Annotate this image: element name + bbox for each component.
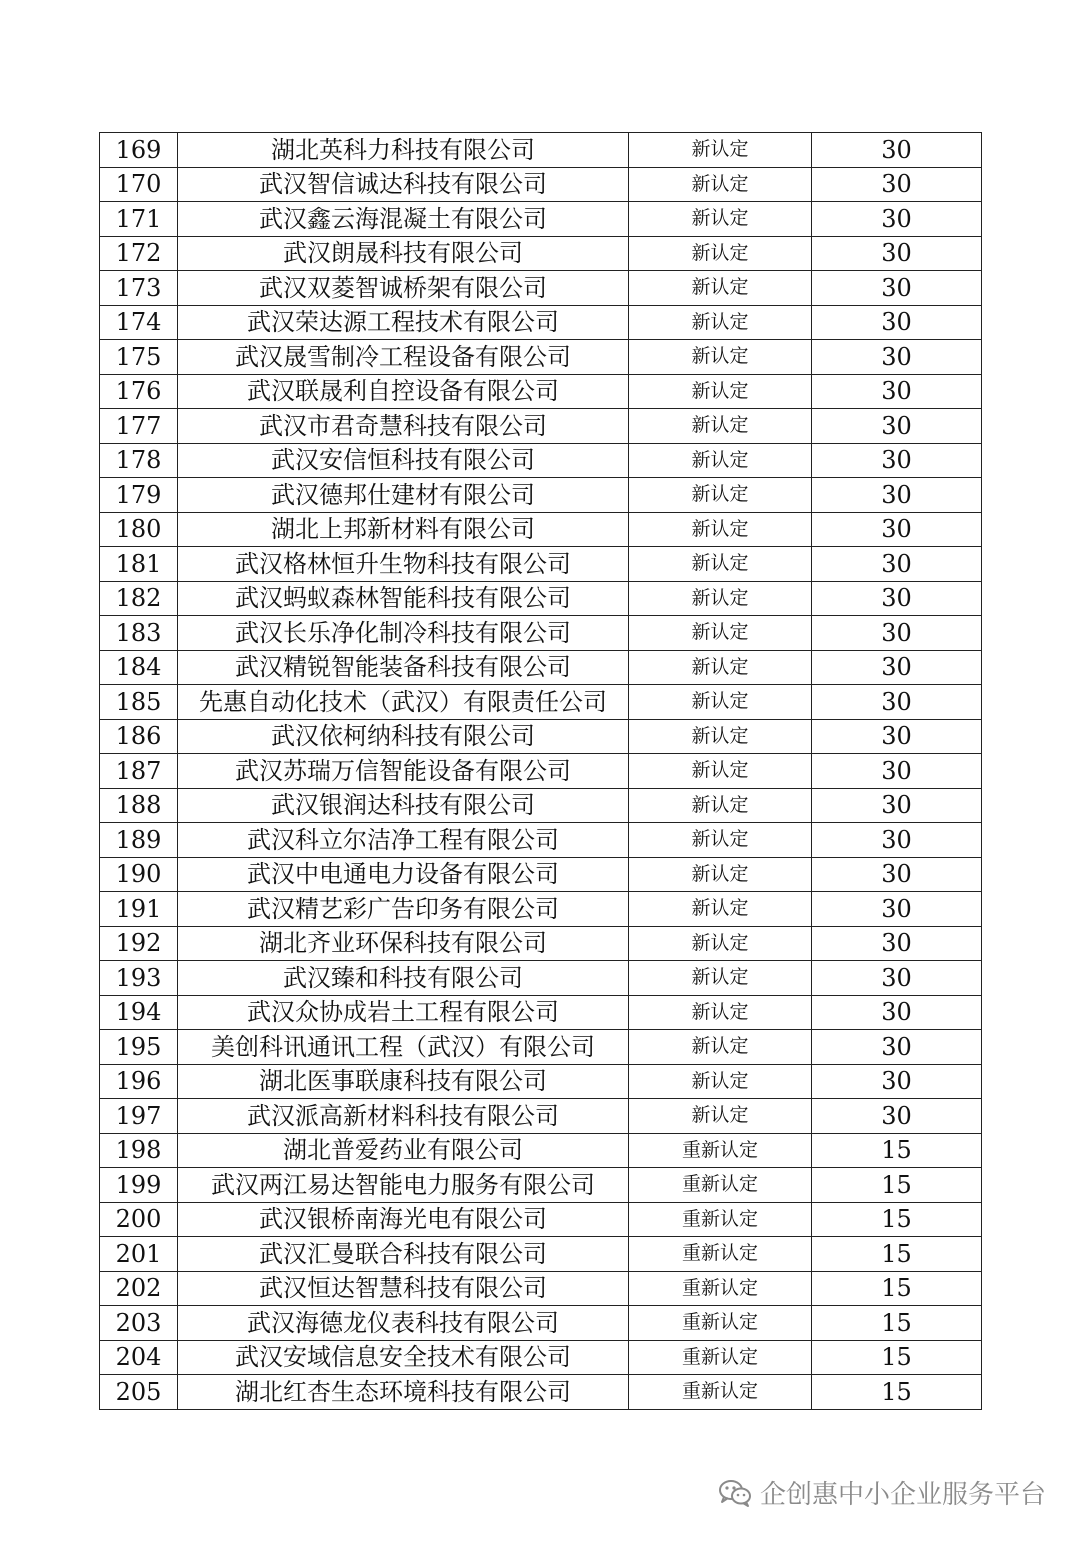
table-row bbox=[100, 443, 982, 478]
table-row bbox=[100, 961, 982, 996]
company-name: 武汉德邦仕建材有限公司 bbox=[178, 478, 629, 513]
row-number: 203 bbox=[100, 1306, 178, 1341]
company-name: 武汉精锐智能装备科技有限公司 bbox=[178, 650, 629, 685]
table-row bbox=[100, 1064, 982, 1099]
subsidy-amount: 30 bbox=[812, 374, 982, 409]
certification-type: 新认定 bbox=[629, 926, 812, 961]
subsidy-amount: 30 bbox=[812, 754, 982, 789]
subsidy-amount: 15 bbox=[812, 1133, 982, 1168]
table-row bbox=[100, 1168, 982, 1203]
row-number: 192 bbox=[100, 926, 178, 961]
row-number: 191 bbox=[100, 892, 178, 927]
certification-type: 新认定 bbox=[629, 685, 812, 720]
watermark bbox=[718, 1474, 1046, 1511]
certification-type: 新认定 bbox=[629, 409, 812, 444]
row-number: 200 bbox=[100, 1202, 178, 1237]
certification-type: 重新认定 bbox=[629, 1271, 812, 1306]
certification-type: 新认定 bbox=[629, 167, 812, 202]
certification-type: 新认定 bbox=[629, 719, 812, 754]
company-name: 武汉中电通电力设备有限公司 bbox=[178, 857, 629, 892]
table-row bbox=[100, 236, 982, 271]
table-row bbox=[100, 374, 982, 409]
company-name: 武汉两江易达智能电力服务有限公司 bbox=[178, 1168, 629, 1203]
table-row bbox=[100, 1030, 982, 1065]
certification-type: 新认定 bbox=[629, 788, 812, 823]
table-row bbox=[100, 926, 982, 961]
company-name: 美创科讯通讯工程（武汉）有限公司 bbox=[178, 1030, 629, 1065]
company-name: 武汉派高新材料科技有限公司 bbox=[178, 1099, 629, 1134]
certification-type: 新认定 bbox=[629, 340, 812, 375]
row-number: 185 bbox=[100, 685, 178, 720]
row-number: 188 bbox=[100, 788, 178, 823]
certification-type: 新认定 bbox=[629, 581, 812, 616]
row-number: 171 bbox=[100, 202, 178, 237]
table-body bbox=[100, 133, 982, 1410]
certification-type: 新认定 bbox=[629, 202, 812, 237]
row-number: 201 bbox=[100, 1237, 178, 1272]
row-number: 187 bbox=[100, 754, 178, 789]
subsidy-amount: 30 bbox=[812, 995, 982, 1030]
row-number: 176 bbox=[100, 374, 178, 409]
subsidy-amount: 30 bbox=[812, 926, 982, 961]
subsidy-amount: 15 bbox=[812, 1168, 982, 1203]
company-name: 武汉安域信息安全技术有限公司 bbox=[178, 1340, 629, 1375]
subsidy-amount: 30 bbox=[812, 581, 982, 616]
table-row bbox=[100, 305, 982, 340]
row-number: 179 bbox=[100, 478, 178, 513]
subsidy-amount: 30 bbox=[812, 512, 982, 547]
company-name: 武汉汇曼联合科技有限公司 bbox=[178, 1237, 629, 1272]
certification-type: 新认定 bbox=[629, 133, 812, 168]
row-number: 194 bbox=[100, 995, 178, 1030]
subsidy-amount: 30 bbox=[812, 443, 982, 478]
subsidy-amount: 30 bbox=[812, 133, 982, 168]
table-row bbox=[100, 1237, 982, 1272]
table-row bbox=[100, 1202, 982, 1237]
subsidy-amount: 30 bbox=[812, 202, 982, 237]
subsidy-amount: 15 bbox=[812, 1237, 982, 1272]
certification-type: 新认定 bbox=[629, 1030, 812, 1065]
company-name: 武汉鑫云海混凝土有限公司 bbox=[178, 202, 629, 237]
row-number: 182 bbox=[100, 581, 178, 616]
company-name: 武汉朗晟科技有限公司 bbox=[178, 236, 629, 271]
table-row bbox=[100, 1271, 982, 1306]
subsidy-amount: 30 bbox=[812, 167, 982, 202]
company-name: 武汉长乐净化制冷科技有限公司 bbox=[178, 616, 629, 651]
subsidy-amount: 30 bbox=[812, 1030, 982, 1065]
table-row bbox=[100, 1306, 982, 1341]
company-name: 武汉苏瑞万信智能设备有限公司 bbox=[178, 754, 629, 789]
company-name: 湖北英科力科技有限公司 bbox=[178, 133, 629, 168]
row-number: 202 bbox=[100, 1271, 178, 1306]
table-row bbox=[100, 788, 982, 823]
table-row bbox=[100, 133, 982, 168]
row-number: 204 bbox=[100, 1340, 178, 1375]
certification-type: 新认定 bbox=[629, 961, 812, 996]
row-number: 180 bbox=[100, 512, 178, 547]
company-name: 武汉晟雪制冷工程设备有限公司 bbox=[178, 340, 629, 375]
row-number: 170 bbox=[100, 167, 178, 202]
row-number: 184 bbox=[100, 650, 178, 685]
certification-type: 新认定 bbox=[629, 1064, 812, 1099]
subsidy-amount: 15 bbox=[812, 1340, 982, 1375]
company-name: 武汉市君奇慧科技有限公司 bbox=[178, 409, 629, 444]
row-number: 205 bbox=[100, 1375, 178, 1410]
certification-type: 新认定 bbox=[629, 547, 812, 582]
certification-type: 新认定 bbox=[629, 995, 812, 1030]
row-number: 196 bbox=[100, 1064, 178, 1099]
company-list-table bbox=[99, 132, 982, 1410]
row-number: 169 bbox=[100, 133, 178, 168]
company-name: 武汉众协成岩土工程有限公司 bbox=[178, 995, 629, 1030]
subsidy-amount: 30 bbox=[812, 685, 982, 720]
subsidy-amount: 30 bbox=[812, 823, 982, 858]
subsidy-amount: 15 bbox=[812, 1271, 982, 1306]
subsidy-amount: 30 bbox=[812, 1099, 982, 1134]
subsidy-amount: 30 bbox=[812, 236, 982, 271]
subsidy-amount: 30 bbox=[812, 305, 982, 340]
company-name: 武汉银润达科技有限公司 bbox=[178, 788, 629, 823]
certification-type: 新认定 bbox=[629, 305, 812, 340]
table-row bbox=[100, 581, 982, 616]
table-row bbox=[100, 1375, 982, 1410]
row-number: 178 bbox=[100, 443, 178, 478]
certification-type: 新认定 bbox=[629, 616, 812, 651]
wechat-icon bbox=[718, 1478, 752, 1508]
table-row bbox=[100, 754, 982, 789]
row-number: 199 bbox=[100, 1168, 178, 1203]
table-row bbox=[100, 685, 982, 720]
certification-type: 新认定 bbox=[629, 478, 812, 513]
company-name: 湖北齐业环保科技有限公司 bbox=[178, 926, 629, 961]
table-row bbox=[100, 478, 982, 513]
certification-type: 重新认定 bbox=[629, 1375, 812, 1410]
certification-type: 重新认定 bbox=[629, 1306, 812, 1341]
table-row bbox=[100, 271, 982, 306]
row-number: 174 bbox=[100, 305, 178, 340]
table-row bbox=[100, 616, 982, 651]
certification-type: 新认定 bbox=[629, 754, 812, 789]
certification-type: 新认定 bbox=[629, 1099, 812, 1134]
company-name: 武汉智信诚达科技有限公司 bbox=[178, 167, 629, 202]
row-number: 197 bbox=[100, 1099, 178, 1134]
certification-type: 新认定 bbox=[629, 236, 812, 271]
row-number: 193 bbox=[100, 961, 178, 996]
table-row bbox=[100, 857, 982, 892]
certification-type: 新认定 bbox=[629, 374, 812, 409]
company-name: 武汉依柯纳科技有限公司 bbox=[178, 719, 629, 754]
table-row bbox=[100, 547, 982, 582]
certification-type: 新认定 bbox=[629, 823, 812, 858]
subsidy-amount: 30 bbox=[812, 409, 982, 444]
table-row bbox=[100, 650, 982, 685]
company-name: 武汉蚂蚁森林智能科技有限公司 bbox=[178, 581, 629, 616]
company-name: 湖北普爱药业有限公司 bbox=[178, 1133, 629, 1168]
company-name: 武汉恒达智慧科技有限公司 bbox=[178, 1271, 629, 1306]
company-name: 武汉安信恒科技有限公司 bbox=[178, 443, 629, 478]
subsidy-amount: 15 bbox=[812, 1202, 982, 1237]
company-name: 湖北红杏生态环境科技有限公司 bbox=[178, 1375, 629, 1410]
row-number: 189 bbox=[100, 823, 178, 858]
company-name: 武汉银桥南海光电有限公司 bbox=[178, 1202, 629, 1237]
subsidy-amount: 30 bbox=[812, 1064, 982, 1099]
company-name: 湖北上邦新材料有限公司 bbox=[178, 512, 629, 547]
table-row bbox=[100, 1099, 982, 1134]
company-name: 武汉双菱智诚桥架有限公司 bbox=[178, 271, 629, 306]
table-row bbox=[100, 202, 982, 237]
row-number: 195 bbox=[100, 1030, 178, 1065]
certification-type: 重新认定 bbox=[629, 1168, 812, 1203]
row-number: 175 bbox=[100, 340, 178, 375]
subsidy-amount: 30 bbox=[812, 340, 982, 375]
table-row bbox=[100, 167, 982, 202]
table-row bbox=[100, 409, 982, 444]
table-row bbox=[100, 892, 982, 927]
company-name: 武汉荣达源工程技术有限公司 bbox=[178, 305, 629, 340]
company-name: 武汉海德龙仪表科技有限公司 bbox=[178, 1306, 629, 1341]
company-name: 先惠自动化技术（武汉）有限责任公司 bbox=[178, 685, 629, 720]
row-number: 186 bbox=[100, 719, 178, 754]
row-number: 181 bbox=[100, 547, 178, 582]
certification-type: 新认定 bbox=[629, 857, 812, 892]
subsidy-amount: 30 bbox=[812, 857, 982, 892]
row-number: 177 bbox=[100, 409, 178, 444]
certification-type: 重新认定 bbox=[629, 1202, 812, 1237]
subsidy-amount: 30 bbox=[812, 788, 982, 823]
subsidy-amount: 30 bbox=[812, 892, 982, 927]
subsidy-amount: 30 bbox=[812, 650, 982, 685]
table-row bbox=[100, 340, 982, 375]
certification-type: 新认定 bbox=[629, 892, 812, 927]
subsidy-amount: 30 bbox=[812, 271, 982, 306]
certification-type: 新认定 bbox=[629, 512, 812, 547]
table-row bbox=[100, 1133, 982, 1168]
certification-type: 新认定 bbox=[629, 271, 812, 306]
row-number: 198 bbox=[100, 1133, 178, 1168]
subsidy-amount: 15 bbox=[812, 1306, 982, 1341]
certification-type: 新认定 bbox=[629, 650, 812, 685]
certification-type: 重新认定 bbox=[629, 1340, 812, 1375]
row-number: 183 bbox=[100, 616, 178, 651]
certification-type: 新认定 bbox=[629, 443, 812, 478]
row-number: 173 bbox=[100, 271, 178, 306]
company-name: 武汉科立尔洁净工程有限公司 bbox=[178, 823, 629, 858]
subsidy-amount: 15 bbox=[812, 1375, 982, 1410]
subsidy-amount: 30 bbox=[812, 719, 982, 754]
table-row bbox=[100, 995, 982, 1030]
company-name: 湖北医事联康科技有限公司 bbox=[178, 1064, 629, 1099]
company-name: 武汉臻和科技有限公司 bbox=[178, 961, 629, 996]
table-row bbox=[100, 823, 982, 858]
company-name: 武汉格林恒升生物科技有限公司 bbox=[178, 547, 629, 582]
table-row bbox=[100, 719, 982, 754]
company-name: 武汉联晟利自控设备有限公司 bbox=[178, 374, 629, 409]
subsidy-amount: 30 bbox=[812, 961, 982, 996]
subsidy-amount: 30 bbox=[812, 547, 982, 582]
subsidy-amount: 30 bbox=[812, 616, 982, 651]
company-name: 武汉精艺彩广告印务有限公司 bbox=[178, 892, 629, 927]
row-number: 190 bbox=[100, 857, 178, 892]
watermark-text: 企创惠中小企业服务平台 bbox=[759, 1480, 1046, 1510]
table-row bbox=[100, 512, 982, 547]
subsidy-amount: 30 bbox=[812, 478, 982, 513]
table-row bbox=[100, 1340, 982, 1375]
certification-type: 重新认定 bbox=[629, 1237, 812, 1272]
certification-type: 重新认定 bbox=[629, 1133, 812, 1168]
row-number: 172 bbox=[100, 236, 178, 271]
